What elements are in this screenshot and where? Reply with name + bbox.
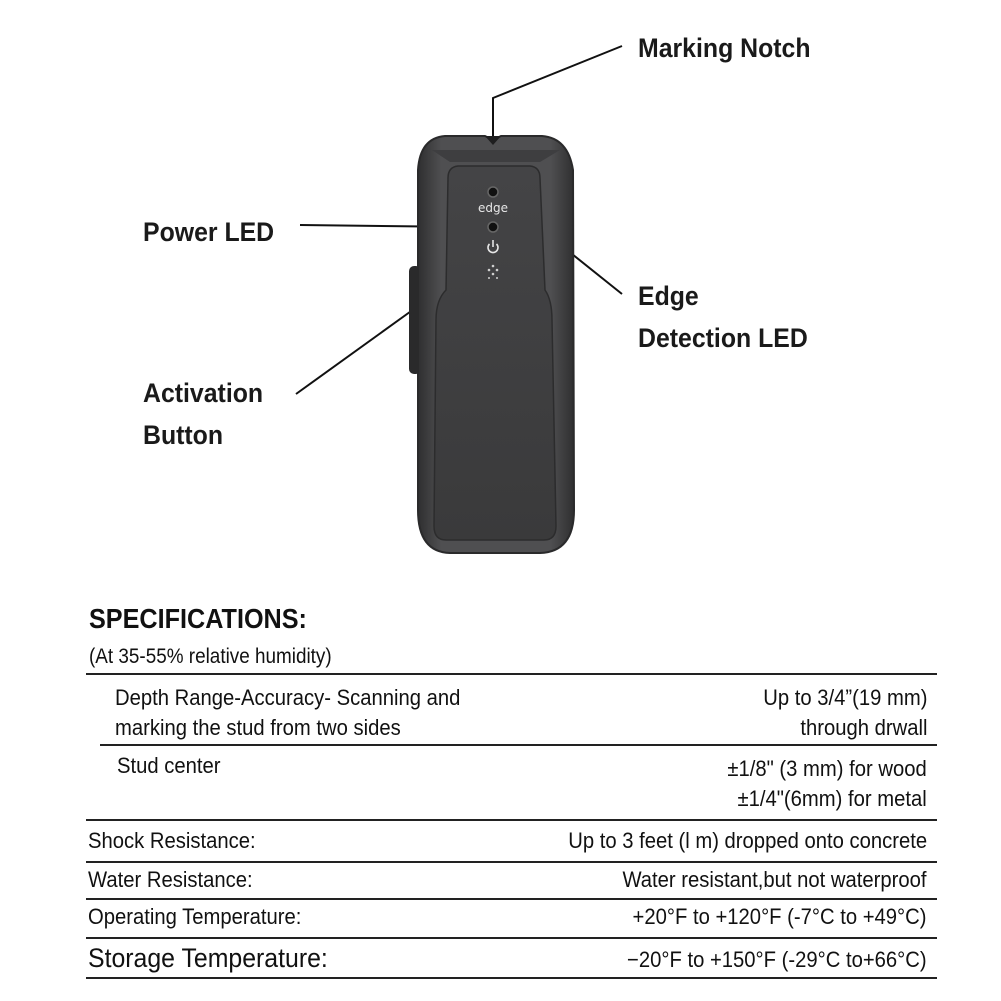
spec-label-line: Operating Temperature: [88,904,302,929]
spec-label-line: Shock Resistance: [88,828,256,853]
spec-label-line: marking the stud from two sides [115,715,401,740]
table-rule [86,861,937,863]
spec-value-line: −20°F to +150°F (-29°C to+66°C) [627,947,927,972]
marking-notch-label: Marking Notch [638,33,811,63]
activation-button-callout [143,372,263,456]
spec-label-stud-center [117,751,221,781]
spec-value-shock [568,826,927,856]
spec-value-stud-center [728,754,927,814]
top-bevel [432,150,560,162]
spec-label-depth [115,683,460,743]
spec-label-line: Water Resistance: [88,867,253,892]
table-rule [86,937,937,939]
table-rule [86,977,937,979]
edge-detection-label-line2: Detection LED [638,323,808,353]
spec-label-line: Depth Range-Accuracy- Scanning and [115,685,461,710]
specifications-subtitle: (At 35-55% relative humidity) [89,645,332,668]
spec-value-line: ±1/4"(6mm) for metal [737,786,927,811]
power-led-label: Power LED [143,217,275,247]
edge-label: edge [478,201,508,215]
activation-label-line2: Button [143,420,224,450]
table-rule [100,744,937,746]
spec-label-line: Stud center [117,753,221,778]
table-rule [86,819,937,821]
spec-label-storage-temp [88,943,328,973]
spec-label-shock [88,826,256,856]
power-led-callout [143,211,274,253]
spec-value-line: through drwall [799,715,927,740]
table-rule [86,673,937,675]
spec-value-line: +20°F to +120°F (-7°C to +49°C) [633,904,927,929]
spec-value-line: Up to 3/4”(19 mm) [762,685,927,710]
marking-notch-leader [493,46,622,137]
activation-label-line1: Activation [143,378,264,408]
activation-button-leader [296,309,414,394]
table-rule [86,898,937,900]
spec-value-water [623,865,927,895]
spec-value-operating-temp [633,902,927,932]
marking-notch-callout [638,27,811,69]
spec-value-storage-temp [627,945,927,975]
spec-value-depth [763,683,927,743]
spec-value-line: Up to 3 feet (l m) dropped onto concrete [568,828,927,853]
spec-value-line: Water resistant,but not waterproof [622,867,927,892]
spec-label-operating-temp [88,902,301,932]
edge-detection-label-line1: Edge [638,281,699,311]
edge-detection-led-callout [638,275,808,359]
specifications-heading: SPECIFICATIONS: [89,603,307,634]
spec-value-line: ±1/8" (3 mm) for wood [727,756,927,781]
edge-detection-led [488,187,498,197]
spec-label-line: Storage Temperature: [88,943,328,973]
power-led [488,222,498,232]
spec-label-water [88,865,253,895]
